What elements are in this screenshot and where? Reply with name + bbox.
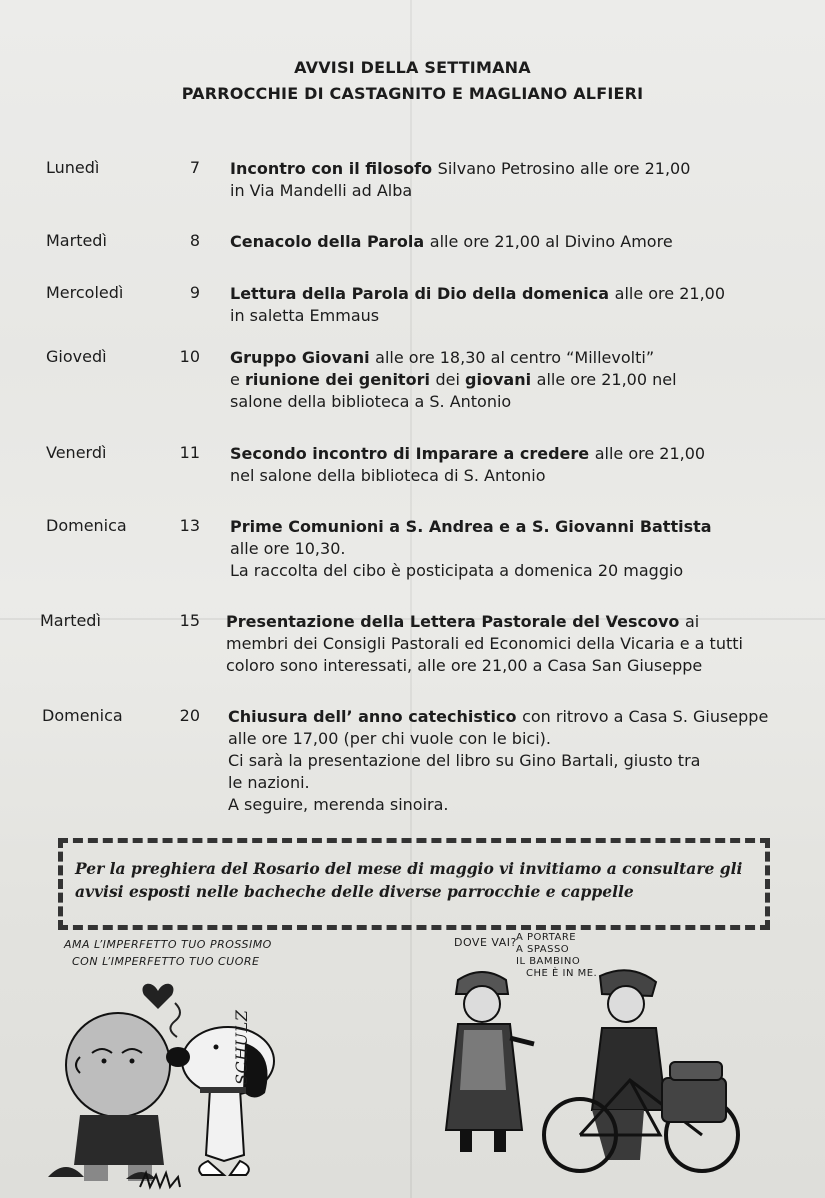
event-normal: A seguire, merenda sinoira. bbox=[228, 795, 449, 814]
speech-bubble: DOVE VAI? bbox=[454, 936, 517, 949]
event-normal: dei bbox=[435, 370, 466, 389]
event-date: 10 bbox=[179, 347, 200, 366]
event-normal: Silvano Petrosino alle ore 21,00 bbox=[437, 159, 691, 178]
event-day: Domenica bbox=[42, 706, 123, 725]
event-day: Martedì bbox=[40, 611, 101, 630]
header-title: AVVISI DELLA SETTIMANA bbox=[294, 58, 531, 77]
event-day: Lunedì bbox=[46, 158, 100, 177]
event-normal: membri dei Consigli Pastorali ed Economici della Vicaria e a tutti bbox=[226, 634, 743, 653]
speech-bubble: A PORTARE bbox=[516, 932, 577, 943]
event-date: 9 bbox=[189, 283, 200, 302]
event-normal: alle ore 10,30. bbox=[230, 539, 346, 558]
speech-bubble: IL BAMBINO bbox=[516, 956, 581, 967]
event-text bbox=[228, 706, 788, 816]
event-day: Venerdì bbox=[46, 443, 107, 462]
event-date: 7 bbox=[189, 158, 200, 177]
event-bold: Prime Comunioni a S. Andrea e a S. Giovanni Battista bbox=[230, 517, 712, 536]
event-text bbox=[230, 443, 790, 487]
event-day: Giovedì bbox=[46, 347, 107, 366]
header-subtitle: PARROCCHIE DI CASTAGNITO E MAGLIANO ALFIERI bbox=[181, 84, 644, 103]
event-text bbox=[230, 158, 790, 202]
event-normal: alle ore 18,30 al centro “Millevolti” bbox=[375, 348, 655, 367]
event-normal: in Via Mandelli ad Alba bbox=[230, 181, 413, 200]
event-day: Mercoledì bbox=[46, 283, 124, 302]
event-text bbox=[230, 516, 790, 582]
cartoon-caption: AMA L’IMPERFETTO TUO PROSSIMO bbox=[64, 938, 272, 951]
event-text bbox=[226, 611, 786, 677]
event-normal: le nazioni. bbox=[228, 773, 310, 792]
event-bold: Presentazione della Lettera Pastorale del Vescovo bbox=[226, 612, 685, 631]
event-date: 13 bbox=[179, 516, 200, 535]
event-normal: alle ore 21,00 bbox=[614, 284, 726, 303]
event-normal: con ritrovo a Casa S. Giuseppe bbox=[522, 707, 769, 726]
event-day: Domenica bbox=[46, 516, 127, 535]
event-normal: nel salone della biblioteca di S. Antonio bbox=[230, 466, 546, 485]
event-text bbox=[230, 347, 790, 413]
event-date: 8 bbox=[189, 231, 200, 250]
event-normal: alle ore 21,00 nel bbox=[536, 370, 677, 389]
event-date: 11 bbox=[179, 443, 200, 462]
rosary-notice-line: avvisi esposti nelle bacheche delle diverse parrocchie e cappelle bbox=[75, 882, 634, 901]
rosary-notice-box bbox=[58, 838, 770, 930]
event-bold: Secondo incontro di Imparare a credere bbox=[230, 444, 595, 463]
speech-bubble: A SPASSO bbox=[516, 944, 570, 955]
event-date: 15 bbox=[179, 611, 200, 630]
event-text bbox=[230, 283, 790, 327]
event-normal: e bbox=[230, 370, 245, 389]
rosary-notice-line: Per la preghiera del Rosario del mese di maggio vi invitiamo a consultare gli bbox=[75, 859, 743, 878]
event-bold: Incontro con il filosofo bbox=[230, 159, 438, 178]
event-bold: Lettura della Parola di Dio della domenica bbox=[230, 284, 615, 303]
event-normal: alle ore 17,00 (per chi vuole con le bici). bbox=[228, 729, 551, 748]
speech-bubble: CHE È IN ME. bbox=[526, 968, 598, 979]
event-text bbox=[230, 231, 790, 253]
event-normal: alle ore 21,00 bbox=[594, 444, 706, 463]
event-normal: ai bbox=[684, 612, 700, 631]
event-normal: in saletta Emmaus bbox=[230, 306, 380, 325]
event-normal: coloro sono interessati, alle ore 21,00 a Casa San Giuseppe bbox=[226, 656, 703, 675]
event-bold: giovani bbox=[465, 370, 537, 389]
event-normal: alle ore 21,00 al Divino Amore bbox=[429, 232, 673, 251]
event-normal: La raccolta del cibo è posticipata a domenica 20 maggio bbox=[230, 561, 684, 580]
event-day: Martedì bbox=[46, 231, 107, 250]
event-bold: Chiusura dell’ anno catechistico bbox=[228, 707, 523, 726]
event-bold: Cenacolo della Parola bbox=[230, 232, 430, 251]
cartoon-caption: CON L’IMPERFETTO TUO CUORE bbox=[72, 955, 260, 968]
event-bold: riunione dei genitori bbox=[244, 370, 436, 389]
rosary-notice-text bbox=[75, 857, 765, 903]
charlie-brown-snoopy-cartoon bbox=[40, 965, 310, 1190]
event-normal: salone della biblioteca a S. Antonio bbox=[230, 392, 512, 411]
event-bold: Gruppo Giovani bbox=[230, 348, 376, 367]
schulz-signature: SCHULZ bbox=[232, 1009, 251, 1085]
event-normal: Ci sarà la presentazione del libro su Gino Bartali, giusto tra bbox=[228, 751, 701, 770]
event-date: 20 bbox=[179, 706, 200, 725]
old-lady-cyclist-cartoon bbox=[430, 960, 750, 1180]
